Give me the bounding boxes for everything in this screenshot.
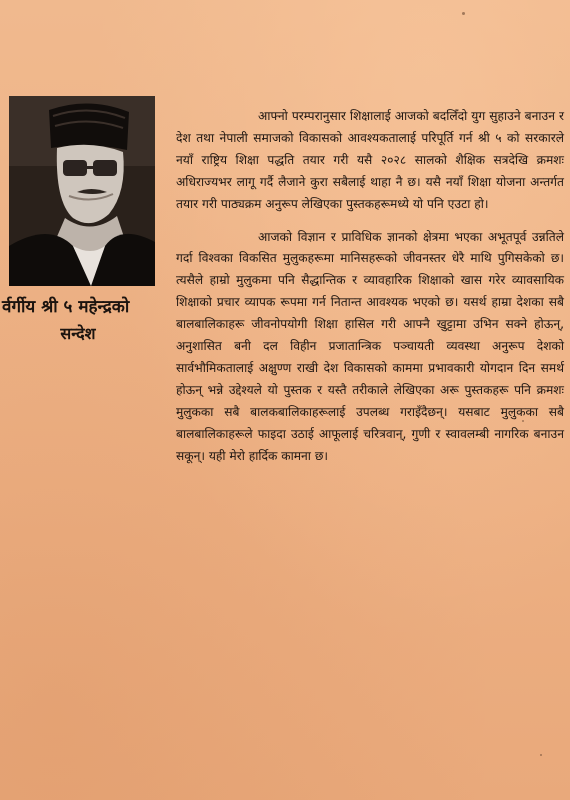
- portrait-image: [9, 96, 155, 286]
- portrait-photo: [9, 96, 155, 286]
- paragraph-2: आजको विज्ञान र प्राविधिक ज्ञानको क्षेत्रमा भएका अभूतपूर्व उन्नतिले गर्दा विश्वका विकसित मुलुकहरूमा मानिसहरूको जीवनस्तर धेरै माथि पुगिसकेको छ। त्यसैले हाम्रो मुलुकमा पनि सैद्धान्तिक र व्यावहारिक शिक्षाको खास गरेर व्यावसायिक शिक्षाको प्रचार व्यापक रूपमा गर्न नितान्त आवश्यक भएको छ। यसर्थ हाम्रा देशका सबै बालबालिकाहरू जीवनोपयोगी शिक्षा हासिल गरी आफ्नै खुट्टामा उभिन सक्ने होऊन्, अनुशासित बनी दल विहीन प्रजातान्त्रिक पञ्चायती व्यवस्था अनुरूप देशको सार्वभौमिकतालाई अक्षुण्ण राखी देश विकासको काममा प्रभावकारी योगदान दिन समर्थ होऊन् भन्ने उद्देश्यले यो पुस्तक र यस्तै तरीकाले लेखिएका अरू पुस्तकहरू पनि क्रमशः मुलुकका सबै बालकबालिकाहरूलाई उपलब्ध गराइँदैछन्। यसबाट मुलुकका सबै बालबालिकाहरूले फाइदा उठाई आफूलाई चरित्रवान्, गुणी र स्वावलम्बी नागरिक बनाउन सकून्। यही मेरो हार्दिक कामना छ।: [176, 229, 564, 463]
- caption-subtitle: सन्देश: [60, 324, 96, 343]
- paper-speck: [540, 754, 542, 756]
- paragraph-1: आफ्नो परम्परानुसार शिक्षालाई आजको बदलिँदो युग सुहाउने बनाउन र देश तथा नेपाली समाजको विकासको आवश्यकतालाई परिपूर्ति गर्न श्री ५ को सरकारले नयाँ राष्ट्रिय शिक्षा पद्धति तयार गरी यसै २०२८ सालको शैक्षिक सत्रदेखि क्रमशः अधिराज्यभर लागू गर्दै लैजाने कुरा सबैलाई थाहा नै छ। यसै नयाँ शिक्षा योजना अन्तर्गत तयार गरी पाठ्यक्रम अनुरूप लेखिएका पुस्तकहरूमध्ये यो पनि एउटा हो।: [176, 109, 564, 211]
- caption-title: र्वर्गीय श्री ५ महेन्द्रको: [2, 297, 130, 317]
- message-body: [176, 106, 564, 468]
- paper-speck: [522, 420, 524, 422]
- paper-speck: [462, 12, 465, 15]
